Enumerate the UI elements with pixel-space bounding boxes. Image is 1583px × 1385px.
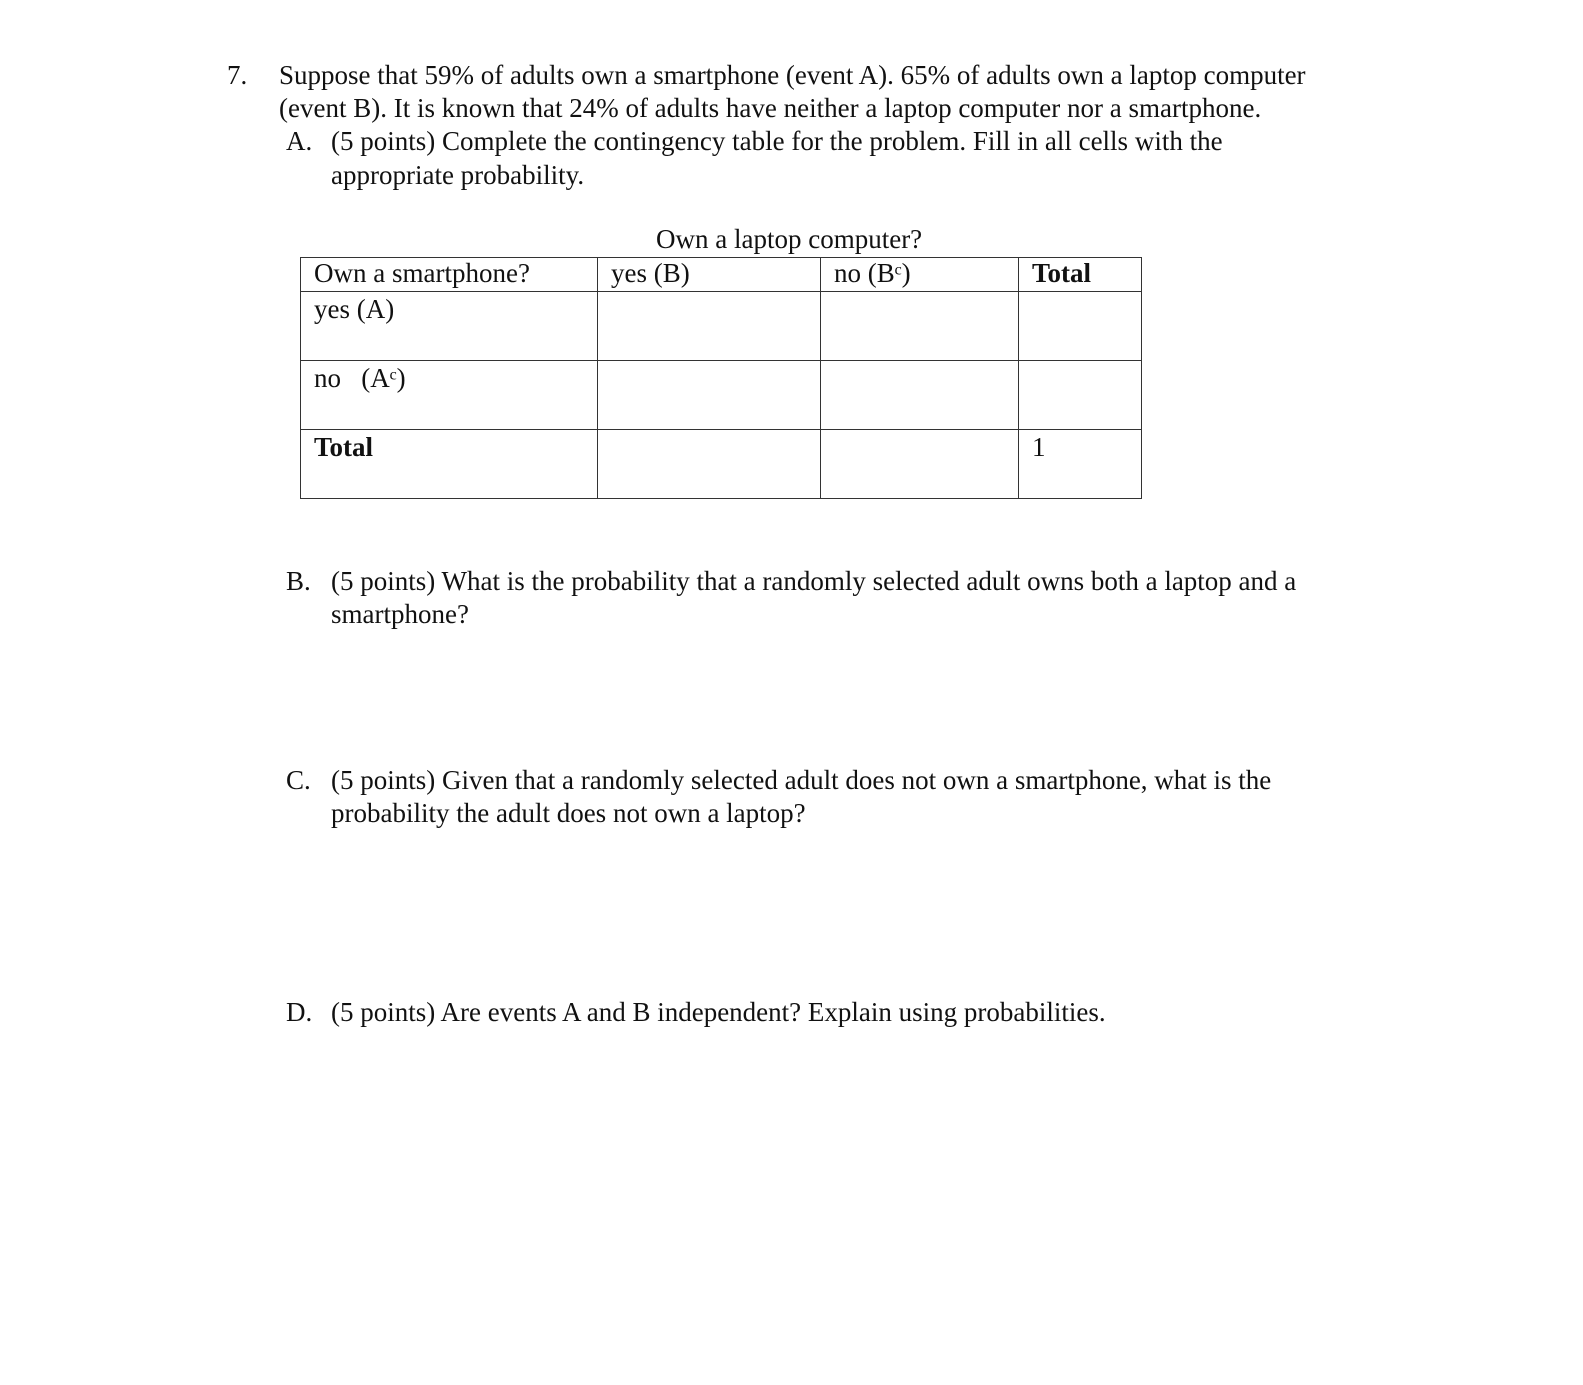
row-label-yes-a: yes (A) xyxy=(301,292,598,361)
table-header-row xyxy=(301,258,1142,292)
cell-b-total[interactable] xyxy=(598,430,821,499)
part-a-label: A. xyxy=(286,126,313,156)
table-row-yes-a xyxy=(301,292,1142,361)
cell-ac-total[interactable] xyxy=(1019,361,1142,430)
part-a-text-line-2: appropriate probability. xyxy=(331,160,585,190)
cell-a-and-b[interactable] xyxy=(598,292,821,361)
cell-ac-and-b[interactable] xyxy=(598,361,821,430)
table-row-no-ac xyxy=(301,361,1142,430)
part-d-text-line-1: (5 points) Are events A and B independent? Explain using probabilities. xyxy=(331,997,1106,1027)
part-c-text-line-1: (5 points) Given that a randomly selected adult does not own a smartphone, what is the xyxy=(331,765,1272,795)
table-row-total xyxy=(301,430,1142,499)
part-a-text-line-1: (5 points) Complete the contingency table for the problem. Fill in all cells with the xyxy=(331,126,1223,156)
part-c-label: C. xyxy=(286,765,311,795)
header-cell-yes-b: yes (B) xyxy=(598,258,821,292)
question-number: 7. xyxy=(227,60,248,90)
row-label-total: Total xyxy=(301,430,598,499)
cell-ac-and-bc[interactable] xyxy=(821,361,1019,430)
header-cell-no-bc: no (Bᶜ) xyxy=(821,258,1019,292)
cell-a-and-bc[interactable] xyxy=(821,292,1019,361)
row-label-no-ac: no (Aᶜ) xyxy=(301,361,598,430)
part-b-text-line-2: smartphone? xyxy=(331,599,469,629)
header-cell-row-label: Own a smartphone? xyxy=(301,258,598,292)
cell-bc-total[interactable] xyxy=(821,430,1019,499)
question-stem-line-1: Suppose that 59% of adults own a smartphone (event A). 65% of adults own a laptop computer xyxy=(279,60,1306,90)
header-cell-total: Total xyxy=(1019,258,1142,292)
part-b-label: B. xyxy=(286,566,311,596)
question-stem-line-2: (event B). It is known that 24% of adults have neither a laptop computer nor a smartphone. xyxy=(279,93,1262,123)
contingency-table xyxy=(300,257,1142,499)
cell-a-total[interactable] xyxy=(1019,292,1142,361)
part-d-label: D. xyxy=(286,997,313,1027)
cell-grand-total: 1 xyxy=(1019,430,1142,499)
part-b-text-line-1: (5 points) What is the probability that a randomly selected adult owns both a laptop and a xyxy=(331,566,1297,596)
table-caption: Own a laptop computer? xyxy=(656,224,923,254)
part-c-text-line-2: probability the adult does not own a laptop? xyxy=(331,798,806,828)
